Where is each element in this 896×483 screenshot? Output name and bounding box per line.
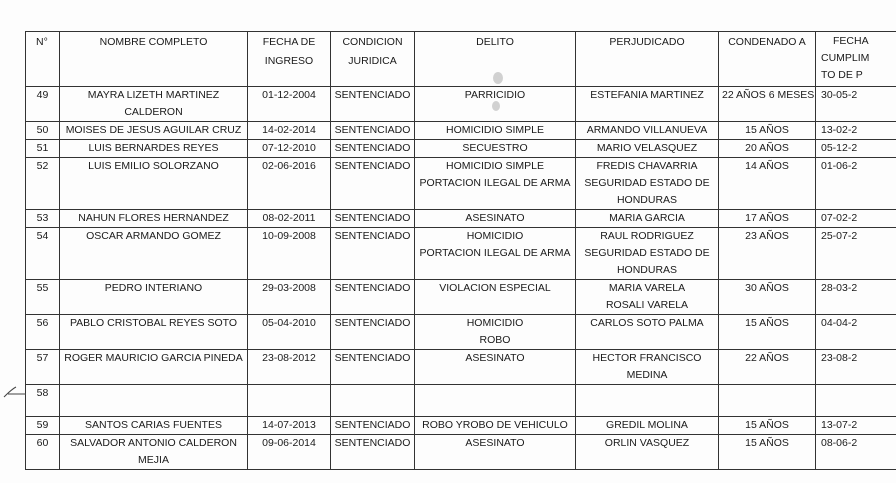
row-fecha-cumplimiento: 08-06-2 [816, 435, 896, 470]
header-delito: DELITO [415, 32, 576, 87]
table-row [26, 158, 896, 210]
row-delito-line: HOMICIDIO SIMPLE [445, 160, 544, 172]
row-fecha-cumplimiento: 13-07-2 [816, 417, 896, 435]
row-fecha-ingreso: 14-02-2014 [248, 122, 331, 140]
table-row [26, 228, 896, 280]
row-nombre-line: OSCAR ARMANDO GOMEZ [86, 230, 221, 242]
row-perjudicado-line: MEDINA [626, 369, 668, 381]
row-delito-line: PORTACION ILEGAL DE ARMA [419, 247, 571, 259]
table-header [26, 32, 896, 87]
row-fecha-cumplimiento: 01-06-2 [816, 158, 896, 210]
row-condicion: SENTENCIADO [331, 210, 415, 228]
row-condicion: SENTENCIADO [331, 435, 415, 470]
row-nombre [60, 350, 248, 385]
row-nombre [60, 435, 248, 470]
row-delito [415, 210, 576, 228]
row-nombre [60, 315, 248, 350]
row-fecha-cumplimiento: 13-02-2 [816, 122, 896, 140]
row-perjudicado [576, 140, 719, 158]
smudge-mark [493, 72, 503, 84]
row-perjudicado-line: SEGURIDAD ESTADO DE [584, 177, 710, 189]
row-nombre-line: NAHUN FLORES HERNANDEZ [78, 212, 229, 224]
table-row [26, 122, 896, 140]
row-delito-line: SECUESTRO [462, 142, 528, 154]
header-perjudicado: PERJUDICADO [576, 32, 719, 87]
row-num: 58 [26, 385, 60, 417]
row-perjudicado-line: FREDIS CHAVARRIA [596, 160, 698, 172]
header-condicion [331, 32, 415, 87]
row-condenado [719, 385, 816, 417]
row-condenado: 30 AÑOS [719, 280, 816, 315]
table-row [26, 315, 896, 350]
table-row [26, 385, 896, 417]
row-condicion: SENTENCIADO [331, 350, 415, 385]
row-fecha-ingreso [248, 385, 331, 417]
row-num: 53 [26, 210, 60, 228]
row-fecha-cumplimiento: 04-04-2 [816, 315, 896, 350]
row-condenado: 23 AÑOS [719, 228, 816, 280]
header-nombre: NOMBRE COMPLETO [60, 32, 248, 87]
table-row [26, 280, 896, 315]
row-condicion: SENTENCIADO [331, 228, 415, 280]
row-fecha-ingreso: 29-03-2008 [248, 280, 331, 315]
row-delito [415, 385, 576, 417]
row-condicion [331, 385, 415, 417]
header-fecha-ingreso-line1: FECHA DE [262, 36, 316, 48]
row-num: 57 [26, 350, 60, 385]
row-fecha-cumplimiento: 05-12-2 [816, 140, 896, 158]
row-condicion: SENTENCIADO [331, 315, 415, 350]
row-delito-line: ASESINATO [465, 352, 525, 364]
row-fecha-ingreso: 07-12-2010 [248, 140, 331, 158]
row-perjudicado-line: ROSALI VARELA [605, 299, 689, 311]
table-row [26, 435, 896, 470]
row-fecha-ingreso: 09-06-2014 [248, 435, 331, 470]
row-nombre-line: PEDRO INTERIANO [104, 282, 203, 294]
row-delito [415, 350, 576, 385]
table-row [26, 210, 896, 228]
row-num: 52 [26, 158, 60, 210]
row-perjudicado [576, 87, 719, 122]
row-perjudicado-line: HONDURAS [616, 264, 678, 276]
row-perjudicado [576, 350, 719, 385]
row-delito-line: ASESINATO [465, 212, 525, 224]
row-fecha-ingreso: 05-04-2010 [248, 315, 331, 350]
row-delito-line: VIOLACION ESPECIAL [439, 282, 551, 294]
row-delito [415, 435, 576, 470]
row-perjudicado [576, 210, 719, 228]
row-num: 49 [26, 87, 60, 122]
row-nombre [60, 417, 248, 435]
row-delito [415, 140, 576, 158]
row-perjudicado [576, 158, 719, 210]
header-fecha-ingreso-line2: INGRESO [264, 55, 314, 67]
row-delito-line: PARRICIDIO [464, 89, 526, 101]
row-fecha-ingreso: 23-08-2012 [248, 350, 331, 385]
row-delito [415, 315, 576, 350]
row-perjudicado-line: ESTEFANIA MARTINEZ [590, 89, 704, 101]
table-row [26, 140, 896, 158]
row-nombre-line: PABLO CRISTOBAL REYES SOTO [69, 317, 238, 329]
row-condicion: SENTENCIADO [331, 158, 415, 210]
row-num: 51 [26, 140, 60, 158]
row-fecha-ingreso: 02-06-2016 [248, 158, 331, 210]
header-cumplimiento-line1: FECHA [833, 35, 869, 47]
row-perjudicado-line: HECTOR FRANCISCO [592, 352, 702, 364]
row-delito [415, 158, 576, 210]
row-nombre-line: LUIS BERNARDES REYES [88, 142, 219, 154]
row-delito [415, 228, 576, 280]
row-perjudicado [576, 417, 719, 435]
row-condenado: 14 AÑOS [719, 158, 816, 210]
header-cumplimiento-line2: CUMPLIM [821, 52, 870, 64]
row-perjudicado [576, 315, 719, 350]
header-fecha-cumplimiento [816, 32, 896, 87]
row-nombre [60, 122, 248, 140]
row-nombre [60, 385, 248, 417]
header-fecha-ingreso [248, 32, 331, 87]
row-perjudicado [576, 385, 719, 417]
row-condenado: 22 AÑOS [719, 350, 816, 385]
row-condenado: 15 AÑOS [719, 315, 816, 350]
row-condicion: SENTENCIADO [331, 280, 415, 315]
row-num: 55 [26, 280, 60, 315]
header-condicion-line2: JURIDICA [348, 55, 397, 67]
row-delito [415, 417, 576, 435]
header-num: N° [26, 32, 60, 87]
header-cumplimiento-line3: TO DE P [821, 69, 863, 81]
row-delito [415, 122, 576, 140]
row-fecha-cumplimiento: 30-05-2 [816, 87, 896, 122]
header-condenado: CONDENADO A [719, 32, 816, 87]
row-perjudicado-line: GREDIL MOLINA [606, 419, 688, 431]
row-nombre [60, 158, 248, 210]
header-condicion-line1: CONDICION [342, 36, 403, 48]
row-fecha-ingreso: 14-07-2013 [248, 417, 331, 435]
row-fecha-ingreso: 08-02-2011 [248, 210, 331, 228]
row-perjudicado-line: ARMANDO VILLANUEVA [586, 124, 708, 136]
row-nombre-line: SANTOS CARIAS FUENTES [85, 419, 222, 431]
row-condenado: 22 AÑOS 6 MESES [719, 87, 816, 122]
row-condenado: 15 AÑOS [719, 122, 816, 140]
row-delito-line: ROBO [479, 334, 511, 346]
row-fecha-ingreso: 01-12-2004 [248, 87, 331, 122]
table-row [26, 87, 896, 122]
row-fecha-cumplimiento: 28-03-2 [816, 280, 896, 315]
row-condenado: 17 AÑOS [719, 210, 816, 228]
row-fecha-cumplimiento: 07-02-2 [816, 210, 896, 228]
smudge-mark [492, 101, 500, 111]
row-num: 54 [26, 228, 60, 280]
row-nombre-line: MOISES DE JESUS AGUILAR CRUZ [65, 124, 242, 136]
row-perjudicado-line: MARIO VELASQUEZ [596, 142, 698, 154]
row-perjudicado [576, 228, 719, 280]
row-perjudicado-line: RAUL RODRIGUEZ [600, 230, 694, 242]
row-nombre [60, 280, 248, 315]
row-nombre-line: MEJIA [138, 454, 169, 466]
row-nombre [60, 228, 248, 280]
inmate-register-table [25, 31, 896, 470]
row-condicion: SENTENCIADO [331, 417, 415, 435]
row-perjudicado-line: HONDURAS [616, 194, 678, 206]
row-num: 50 [26, 122, 60, 140]
row-num: 59 [26, 417, 60, 435]
row-delito-line: HOMICIDIO [466, 230, 524, 242]
table-row [26, 350, 896, 385]
row-condenado: 20 AÑOS [719, 140, 816, 158]
row-nombre-line: LUIS EMILIO SOLORZANO [88, 160, 219, 172]
row-nombre-line: SALVADOR ANTONIO CALDERON [70, 437, 237, 449]
row-perjudicado [576, 280, 719, 315]
row-delito-line: HOMICIDIO SIMPLE [445, 124, 544, 136]
row-delito-line: HOMICIDIO [466, 317, 524, 329]
pen-mark-icon [2, 385, 28, 399]
row-num: 60 [26, 435, 60, 470]
row-delito-line: ASESINATO [465, 437, 525, 449]
row-perjudicado-line: CARLOS SOTO PALMA [590, 317, 704, 329]
row-nombre-line: CALDERON [124, 106, 183, 118]
row-fecha-cumplimiento: 25-07-2 [816, 228, 896, 280]
row-delito [415, 280, 576, 315]
row-num: 56 [26, 315, 60, 350]
row-delito-line: PORTACION ILEGAL DE ARMA [419, 177, 571, 189]
row-perjudicado-line: MARIA GARCIA [609, 212, 685, 224]
row-nombre [60, 210, 248, 228]
row-nombre-line: ROGER MAURICIO GARCIA PINEDA [64, 352, 243, 364]
row-perjudicado-line: ORLIN VASQUEZ [604, 437, 690, 449]
row-delito-line: ROBO YROBO DE VEHICULO [422, 419, 568, 431]
row-condicion: SENTENCIADO [331, 87, 415, 122]
row-condenado: 15 AÑOS [719, 417, 816, 435]
row-fecha-ingreso: 10-09-2008 [248, 228, 331, 280]
row-condicion: SENTENCIADO [331, 122, 415, 140]
row-perjudicado [576, 122, 719, 140]
table-row [26, 417, 896, 435]
row-nombre [60, 140, 248, 158]
row-nombre [60, 87, 248, 122]
row-fecha-cumplimiento: 23-08-2 [816, 350, 896, 385]
table-body [26, 87, 896, 470]
row-perjudicado [576, 435, 719, 470]
row-perjudicado-line: MARIA VARELA [608, 282, 686, 294]
row-nombre-line: MAYRA LIZETH MARTINEZ [87, 89, 220, 101]
row-perjudicado-line: SEGURIDAD ESTADO DE [584, 247, 710, 259]
row-condicion: SENTENCIADO [331, 140, 415, 158]
row-condenado: 15 AÑOS [719, 435, 816, 470]
row-fecha-cumplimiento [816, 385, 896, 417]
